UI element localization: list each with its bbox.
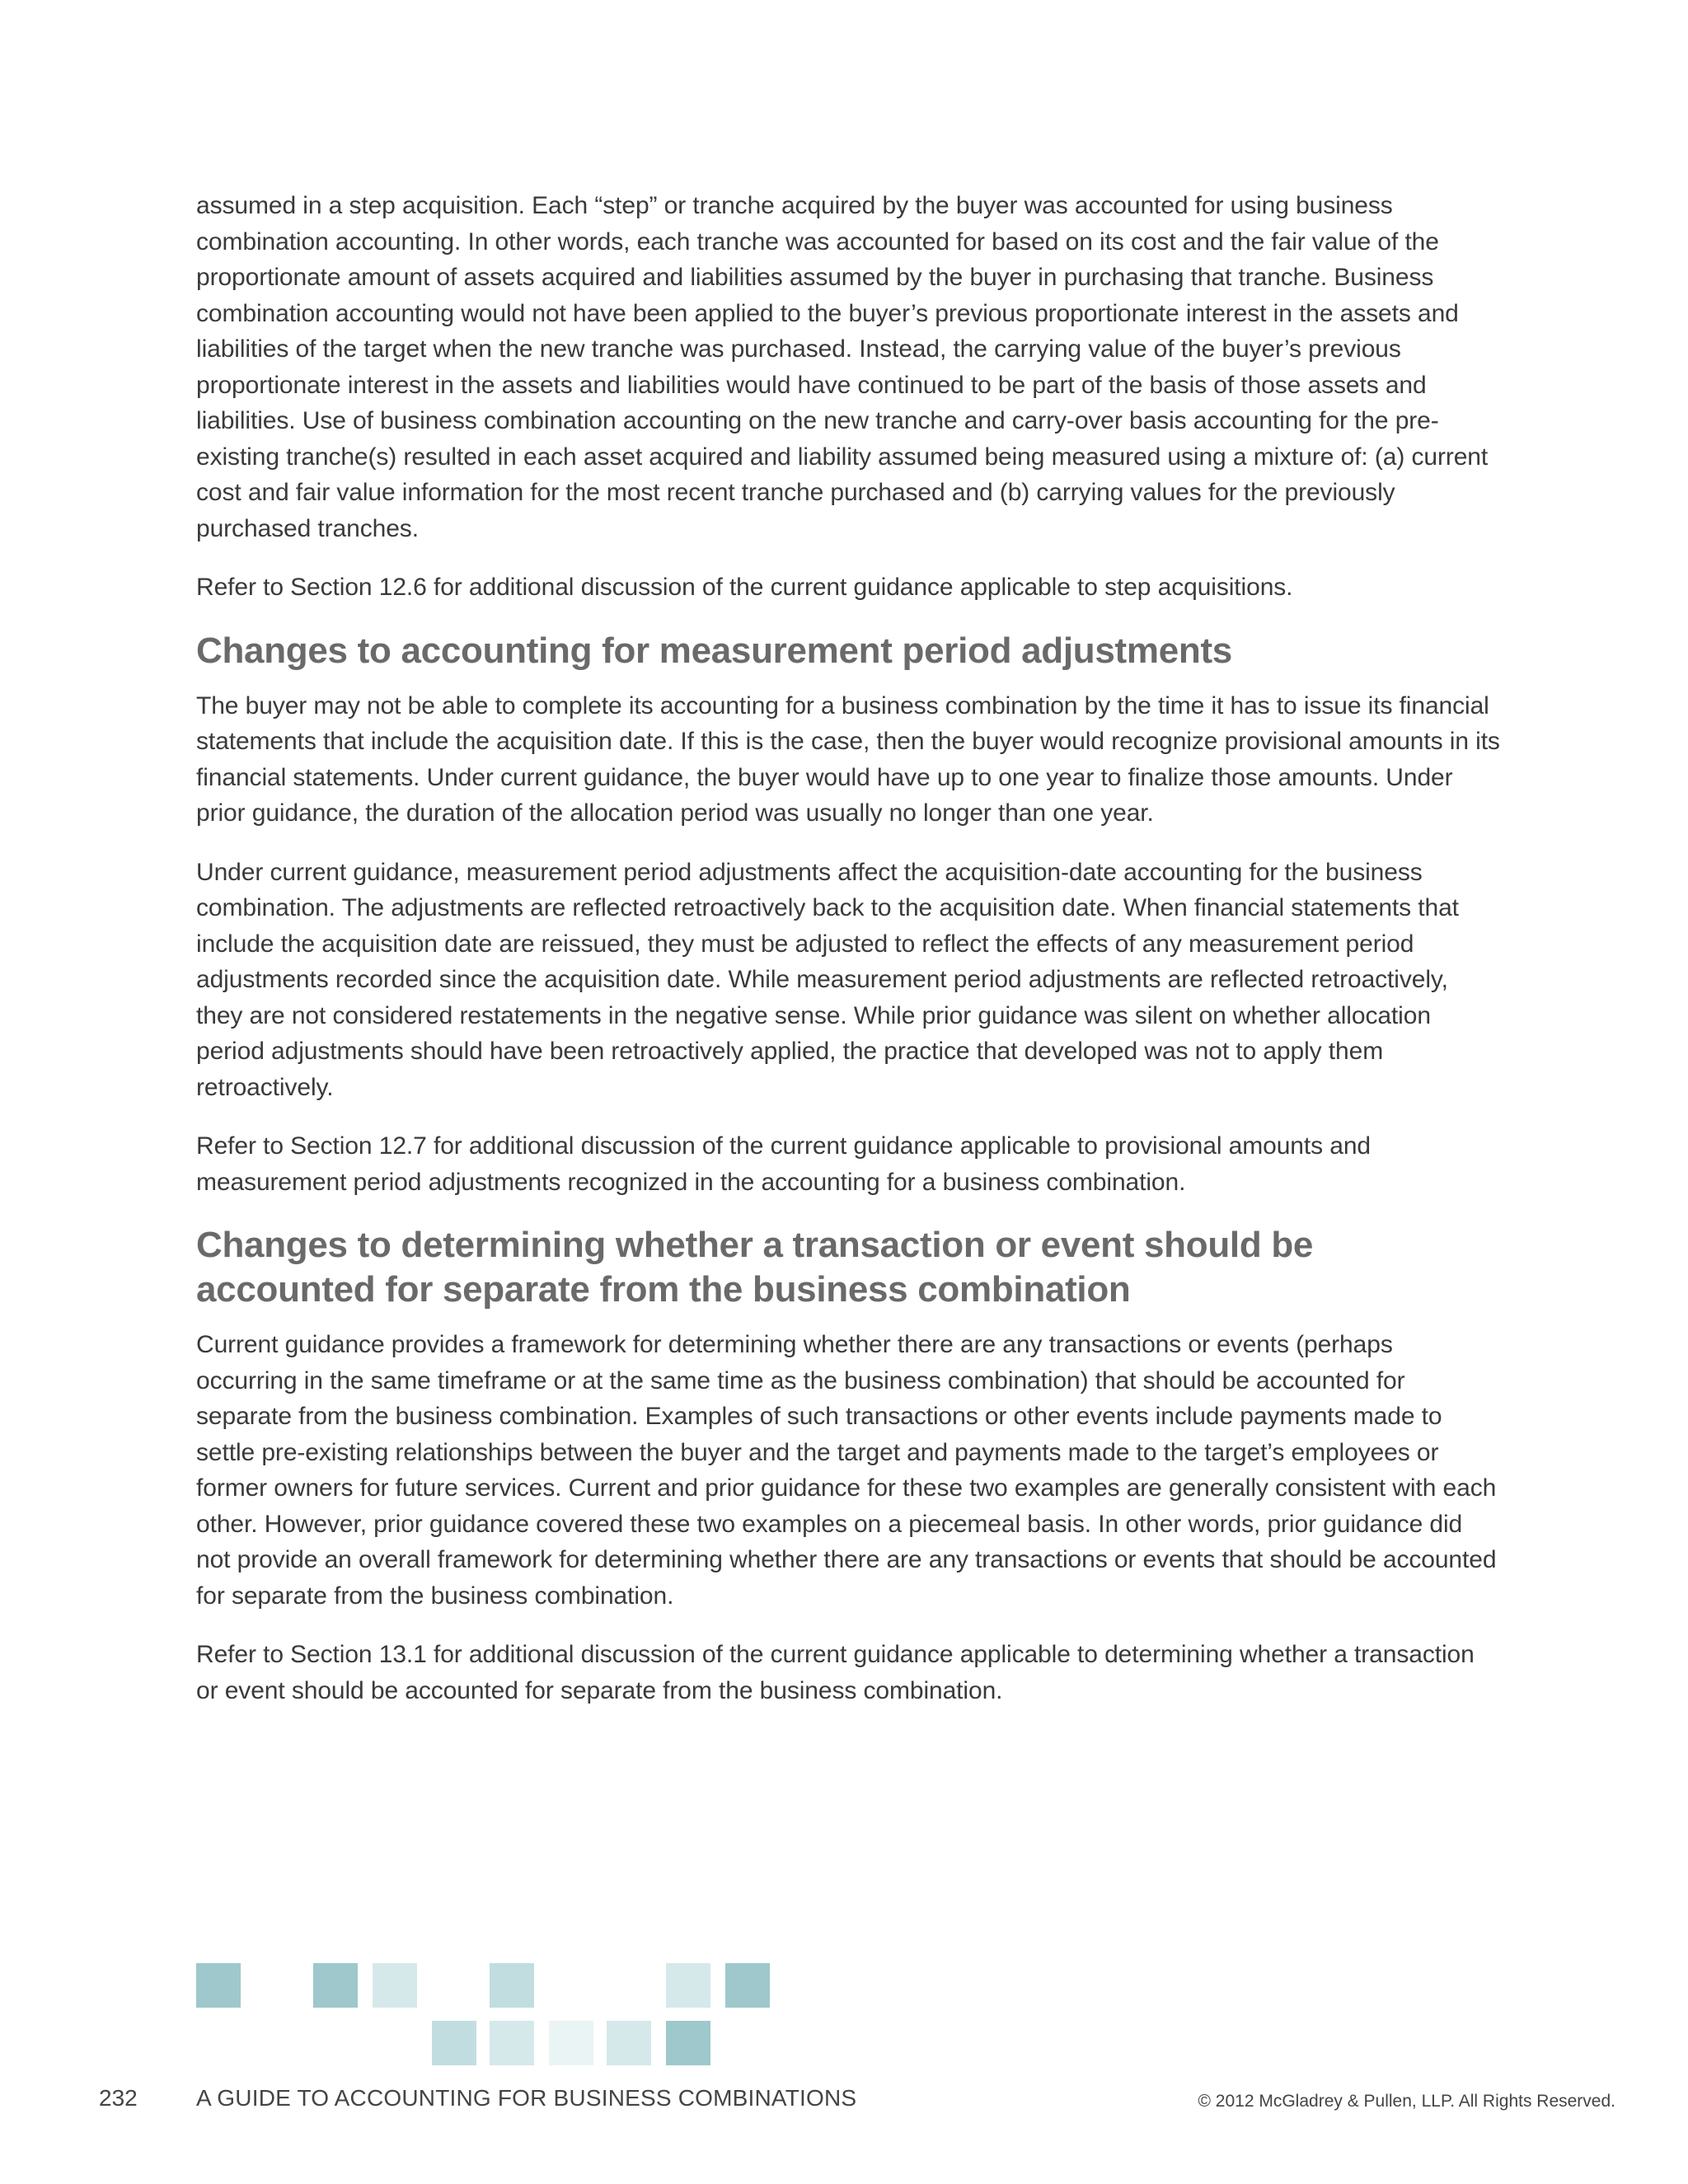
footer-guide-title: A GUIDE TO ACCOUNTING FOR BUSINESS COMBINATIONS (196, 2085, 857, 2111)
section-heading-measurement-period: Changes to accounting for measurement period adjustments (196, 630, 1232, 671)
footer-copyright: © 2012 McGladrey & Pullen, LLP. All Rights Reserved. (1198, 2092, 1615, 2111)
decorative-square-pattern (196, 1963, 790, 2079)
decorative-square (313, 1963, 358, 2008)
decorative-square (607, 2021, 651, 2065)
body-paragraph-step-acquisition: assumed in a step acquisition. Each “step” or tranche acquired by the buyer was accounted for using business combination accounting. In other words, each tranche was accounted for based on its cost and the fair value of the proportionate amount of assets acquired and liabilities assumed by the buyer in purchasing that tranche. Business combination accounting would not have been applied to the buyer’s previous proportionate interest in the assets and liabilities of the target when the new tranche was purchased. Instead, the carrying value of the buyer’s previous proportionate interest in the assets and liabilities would have continued to be part of the basis of those assets and liabilities. Use of business combination accounting on the new tranche and carry-over basis accounting for the pre-existing tranche(s) resulted in each asset acquired and liability assumed being measured using a mixture of: (a) current cost and fair value information for the most recent tranche purchased and (b) carrying values for the previously purchased tranches. (196, 192, 1489, 542)
page-number: 232 (99, 2085, 138, 2111)
section-heading-separate-transactions: Changes to determining whether a transaction or event should be accounted for separate from the business combination (196, 1225, 1314, 1310)
decorative-square (196, 1963, 241, 2008)
decorative-square (549, 2021, 593, 2065)
decorative-square (373, 1963, 417, 2008)
decorative-square (490, 1963, 534, 2008)
body-paragraph-refer-13-1: Refer to Section 13.1 for additional discussion of the current guidance applicable to determining whether a transaction or event should be accounted for separate from the business combination. (196, 1641, 1475, 1704)
decorative-square (666, 1963, 710, 2008)
page-footer (0, 2085, 1688, 2126)
decorative-square (725, 1963, 770, 2008)
decorative-square (666, 2021, 710, 2065)
body-paragraph-framework: Current guidance provides a framework for determining whether there are any transactions or events (perhaps occurring in the same timeframe or at the same time as the business combination) that should be accounted for separate from the business combination. Examples of such transactions or other events include payments made to settle pre-existing relationships between the buyer and the target and payments made to the target’s employees or former owners for future services. Current and prior guidance for these two examples are generally consistent with each other. However, prior guidance covered these two examples on a piecemeal basis. In other words, prior guidance did not provide an overall framework for determining whether there are any transactions or events that should be accounted for separate from the business combination. (196, 1331, 1497, 1610)
body-paragraph-refer-12-7: Refer to Section 12.7 for additional discussion of the current guidance applicable to provisional amounts and measurement period adjustments recognized in the accounting for a business combination. (196, 1132, 1371, 1196)
body-paragraph-provisional-amounts: The buyer may not be able to complete its accounting for a business combination by the time it has to issue its financial statements that include the acquisition date. If this is the case, then the buyer would recognize provisional amounts in its financial statements. Under current guidance, the buyer would have up to one year to finalize those amounts. Under prior guidance, the duration of the allocation period was usually no longer than one year. (196, 691, 1500, 827)
body-paragraph-retroactive-adjustments: Under current guidance, measurement period adjustments affect the acquisition-date accounting for the business combination. The adjustments are reflected retroactively back to the acquisition date. When financial statements that include the acquisition date are reissued, they must be adjusted to reflect the effects of any measurement period adjustments recorded since the acquisition date. While measurement period adjustments are reflected retroactively, they are not considered restatements in the negative sense. While prior guidance was silent on whether allocation period adjustments should have been retroactively applied, the practice that developed was not to apply them retroactively. (196, 858, 1459, 1101)
page-content (196, 188, 1500, 1732)
body-paragraph-refer-12-6: Refer to Section 12.6 for additional discussion of the current guidance applicable to step acquisitions. (196, 574, 1293, 601)
decorative-square (432, 2021, 476, 2065)
decorative-square (490, 2021, 534, 2065)
